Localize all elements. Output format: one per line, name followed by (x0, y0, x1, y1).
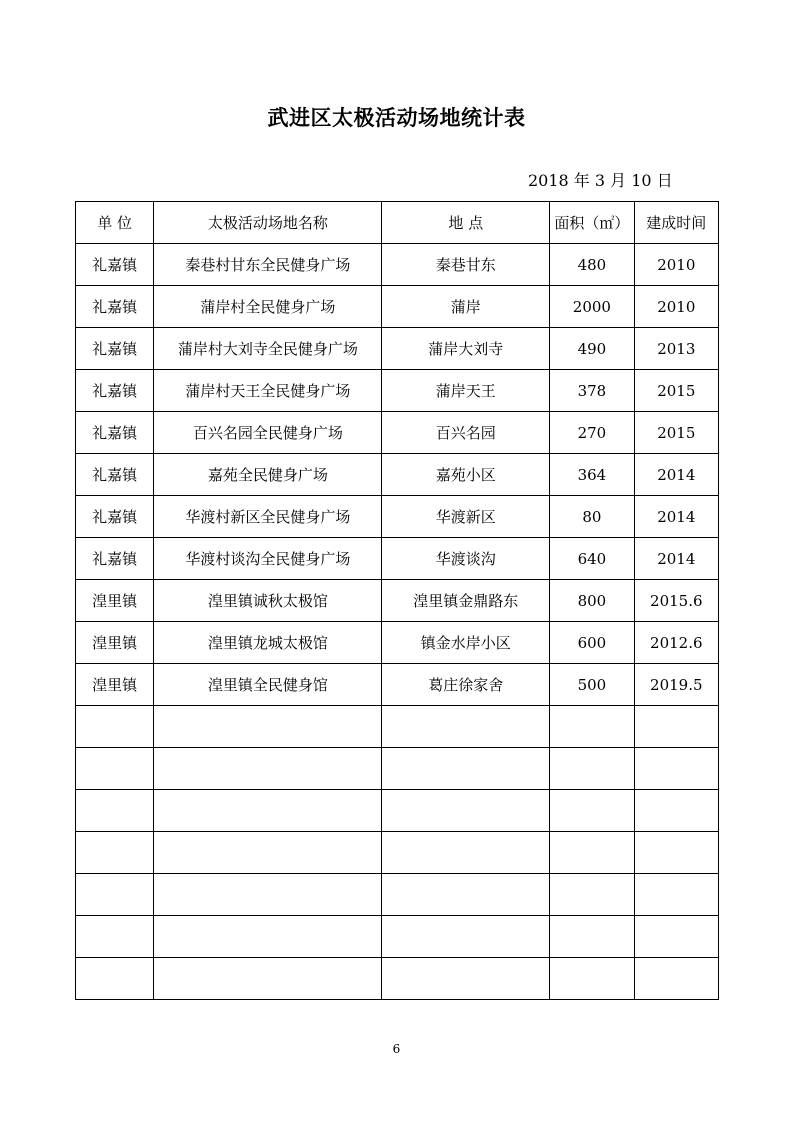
cell-unit: 湟里镇 (76, 580, 154, 622)
page-number: 6 (392, 1042, 401, 1056)
table-row (76, 580, 719, 622)
page-title: 武进区太极活动场地统计表 (267, 106, 526, 130)
cell-venue-name: 华渡村谈沟全民健身广场 (154, 538, 382, 580)
cell-unit: 礼嘉镇 (76, 496, 154, 538)
cell-venue-name-empty (154, 748, 382, 790)
cell-built-time: 2013 (634, 328, 718, 370)
cell-unit: 礼嘉镇 (76, 244, 154, 286)
table-row (76, 286, 719, 328)
cell-area: 800 (550, 580, 634, 622)
cell-location: 华渡谈沟 (382, 538, 550, 580)
cell-unit: 礼嘉镇 (76, 538, 154, 580)
cell-area: 364 (550, 454, 634, 496)
cell-area-empty (550, 916, 634, 958)
cell-unit-empty (76, 916, 154, 958)
cell-location: 湟里镇金鼎路东 (382, 580, 550, 622)
cell-location-empty (382, 916, 550, 958)
cell-built-time: 2014 (634, 538, 718, 580)
cell-location: 蒲岸天王 (382, 370, 550, 412)
cell-location-empty (382, 832, 550, 874)
cell-location: 蒲岸大刘寺 (382, 328, 550, 370)
cell-venue-name: 蒲岸村天王全民健身广场 (154, 370, 382, 412)
table-row (76, 328, 719, 370)
table-row (76, 370, 719, 412)
cell-venue-name-empty (154, 916, 382, 958)
cell-unit: 礼嘉镇 (76, 328, 154, 370)
cell-built-time: 2015 (634, 412, 718, 454)
cell-venue-name-empty (154, 790, 382, 832)
cell-area-empty (550, 748, 634, 790)
cell-built-time: 2019.5 (634, 664, 718, 706)
empty-table-row (76, 916, 719, 958)
cell-unit: 湟里镇 (76, 622, 154, 664)
cell-area-empty (550, 958, 634, 1000)
table-row (76, 664, 719, 706)
cell-location: 镇金水岸小区 (382, 622, 550, 664)
empty-table-row (76, 874, 719, 916)
cell-built-time: 2012.6 (634, 622, 718, 664)
cell-venue-name-empty (154, 874, 382, 916)
cell-built-time-empty (634, 916, 718, 958)
empty-table-row (76, 748, 719, 790)
cell-area: 80 (550, 496, 634, 538)
empty-table-row (76, 790, 719, 832)
table-row (76, 538, 719, 580)
cell-area-empty (550, 706, 634, 748)
cell-location: 百兴名园 (382, 412, 550, 454)
cell-area: 480 (550, 244, 634, 286)
table-row (76, 496, 719, 538)
cell-unit-empty (76, 832, 154, 874)
cell-built-time: 2015.6 (634, 580, 718, 622)
cell-location-empty (382, 748, 550, 790)
cell-venue-name: 蒲岸村全民健身广场 (154, 286, 382, 328)
cell-built-time-empty (634, 706, 718, 748)
cell-unit-empty (76, 706, 154, 748)
cell-location: 嘉苑小区 (382, 454, 550, 496)
cell-area: 2000 (550, 286, 634, 328)
cell-built-time: 2015 (634, 370, 718, 412)
cell-built-time-empty (634, 874, 718, 916)
cell-area: 600 (550, 622, 634, 664)
cell-unit-empty (76, 790, 154, 832)
cell-venue-name-empty (154, 958, 382, 1000)
header-area: 面积（㎡） (550, 202, 634, 244)
cell-venue-name: 蒲岸村大刘寺全民健身广场 (154, 328, 382, 370)
table-row (76, 412, 719, 454)
cell-unit: 湟里镇 (76, 664, 154, 706)
cell-venue-name: 秦巷村甘东全民健身广场 (154, 244, 382, 286)
cell-unit: 礼嘉镇 (76, 454, 154, 496)
empty-table-row (76, 706, 719, 748)
cell-unit-empty (76, 874, 154, 916)
report-date: 2018 年 3 月 10 日 (528, 171, 673, 190)
table-row (76, 244, 719, 286)
cell-area-empty (550, 874, 634, 916)
cell-venue-name: 嘉苑全民健身广场 (154, 454, 382, 496)
cell-area: 490 (550, 328, 634, 370)
cell-location: 秦巷甘东 (382, 244, 550, 286)
cell-built-time-empty (634, 790, 718, 832)
cell-venue-name: 百兴名园全民健身广场 (154, 412, 382, 454)
header-location: 地 点 (382, 202, 550, 244)
table-body (76, 244, 719, 1000)
cell-location-empty (382, 706, 550, 748)
cell-area-empty (550, 832, 634, 874)
cell-venue-name: 湟里镇全民健身馆 (154, 664, 382, 706)
cell-built-time: 2010 (634, 286, 718, 328)
cell-built-time-empty (634, 958, 718, 1000)
header-built-time: 建成时间 (634, 202, 718, 244)
table-row (76, 454, 719, 496)
cell-venue-name-empty (154, 706, 382, 748)
header-venue-name: 太极活动场地名称 (154, 202, 382, 244)
cell-location-empty (382, 790, 550, 832)
cell-area-empty (550, 790, 634, 832)
venue-statistics-table (75, 201, 719, 1000)
cell-unit: 礼嘉镇 (76, 286, 154, 328)
cell-unit: 礼嘉镇 (76, 370, 154, 412)
cell-unit-empty (76, 958, 154, 1000)
cell-unit-empty (76, 748, 154, 790)
cell-venue-name: 湟里镇诚秋太极馆 (154, 580, 382, 622)
empty-table-row (76, 832, 719, 874)
header-unit: 单 位 (76, 202, 154, 244)
cell-built-time-empty (634, 832, 718, 874)
cell-built-time: 2014 (634, 454, 718, 496)
cell-location: 蒲岸 (382, 286, 550, 328)
cell-venue-name-empty (154, 832, 382, 874)
cell-built-time: 2010 (634, 244, 718, 286)
cell-location-empty (382, 958, 550, 1000)
cell-venue-name: 华渡村新区全民健身广场 (154, 496, 382, 538)
cell-location: 葛庄徐家舍 (382, 664, 550, 706)
cell-unit: 礼嘉镇 (76, 412, 154, 454)
cell-area: 270 (550, 412, 634, 454)
cell-area: 378 (550, 370, 634, 412)
table-row (76, 622, 719, 664)
cell-venue-name: 湟里镇龙城太极馆 (154, 622, 382, 664)
cell-built-time: 2014 (634, 496, 718, 538)
table-header-row (76, 202, 719, 244)
cell-built-time-empty (634, 748, 718, 790)
empty-table-row (76, 958, 719, 1000)
cell-area: 500 (550, 664, 634, 706)
cell-area: 640 (550, 538, 634, 580)
cell-location: 华渡新区 (382, 496, 550, 538)
cell-location-empty (382, 874, 550, 916)
